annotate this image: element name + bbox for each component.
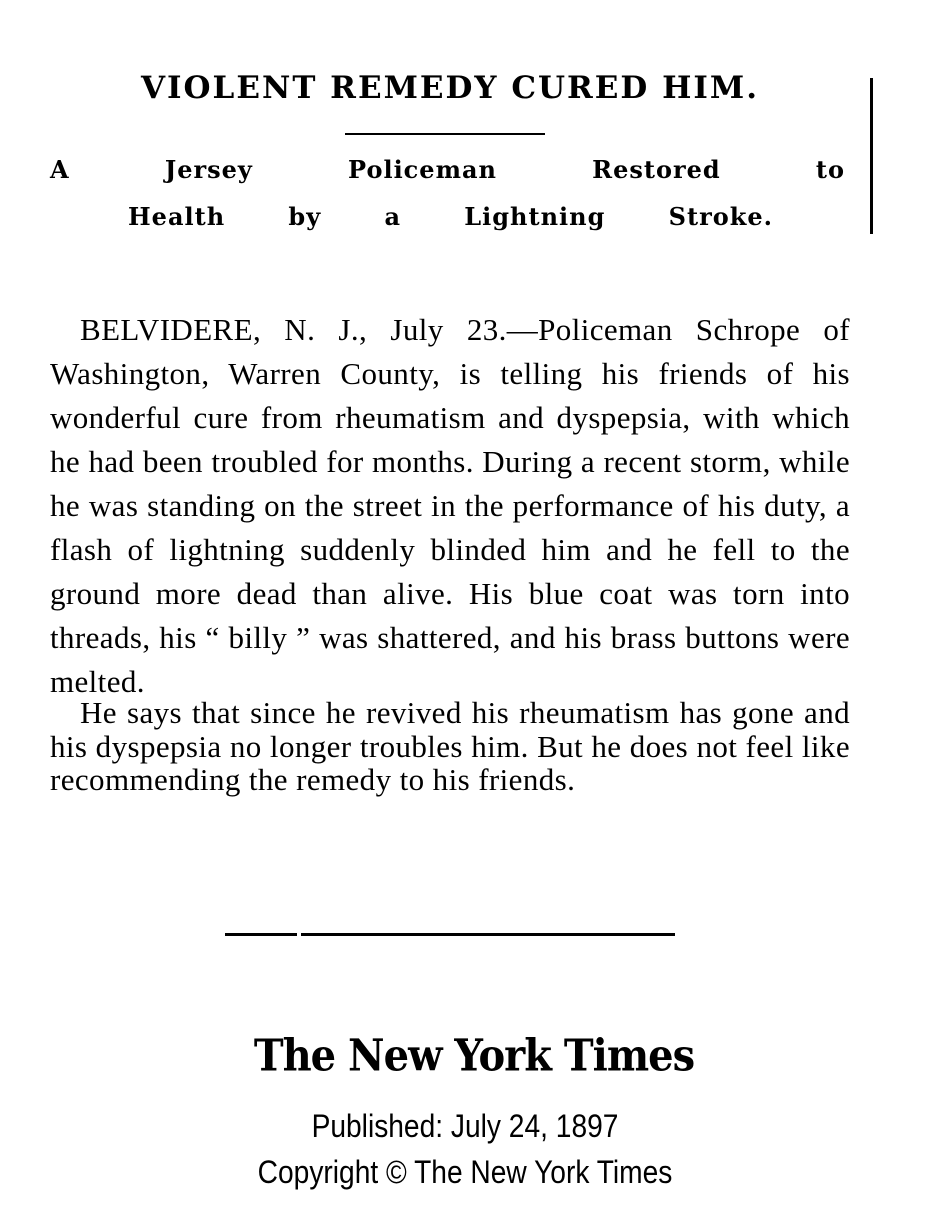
article-paragraph-1: BELVIDERE, N. J., July 23.—Policeman Schrope of Washington, Warren County, is telling his friends of his wonderful cure from rheumatism and dyspepsia, with which he had been troubled for months. During a recent storm, while he was standing on the street in the performance of his duty, a flash of lightning suddenly blinded him and he fell to the ground more dead than alive. His blue coat was torn into threads, his “ billy ” was shattered, and his brass buttons were melted. bbox=[50, 312, 850, 699]
article-paragraph-2: He says that since he revived his rheumatism has gone and his dyspepsia no longer troubles him. But he does not feel like recommending the remedy to his friends. bbox=[50, 695, 850, 797]
rule-gap bbox=[297, 933, 301, 936]
article-body bbox=[50, 308, 850, 797]
subheadline-line-2: Health by a Lightning Stroke. bbox=[128, 202, 773, 231]
publication-date: Published: July 24, 1897 bbox=[311, 1108, 619, 1144]
headline-rule bbox=[345, 133, 545, 135]
copyright-notice: Copyright © The New York Times bbox=[257, 1154, 673, 1190]
newspaper-masthead: The New York Times bbox=[253, 1029, 695, 1082]
column-rule bbox=[870, 78, 873, 234]
headline: VIOLENT REMEDY CURED HIM. bbox=[141, 70, 759, 106]
subheadline-line-1: A Jersey Policeman Restored to bbox=[50, 155, 845, 184]
article-end-rule bbox=[225, 933, 675, 936]
